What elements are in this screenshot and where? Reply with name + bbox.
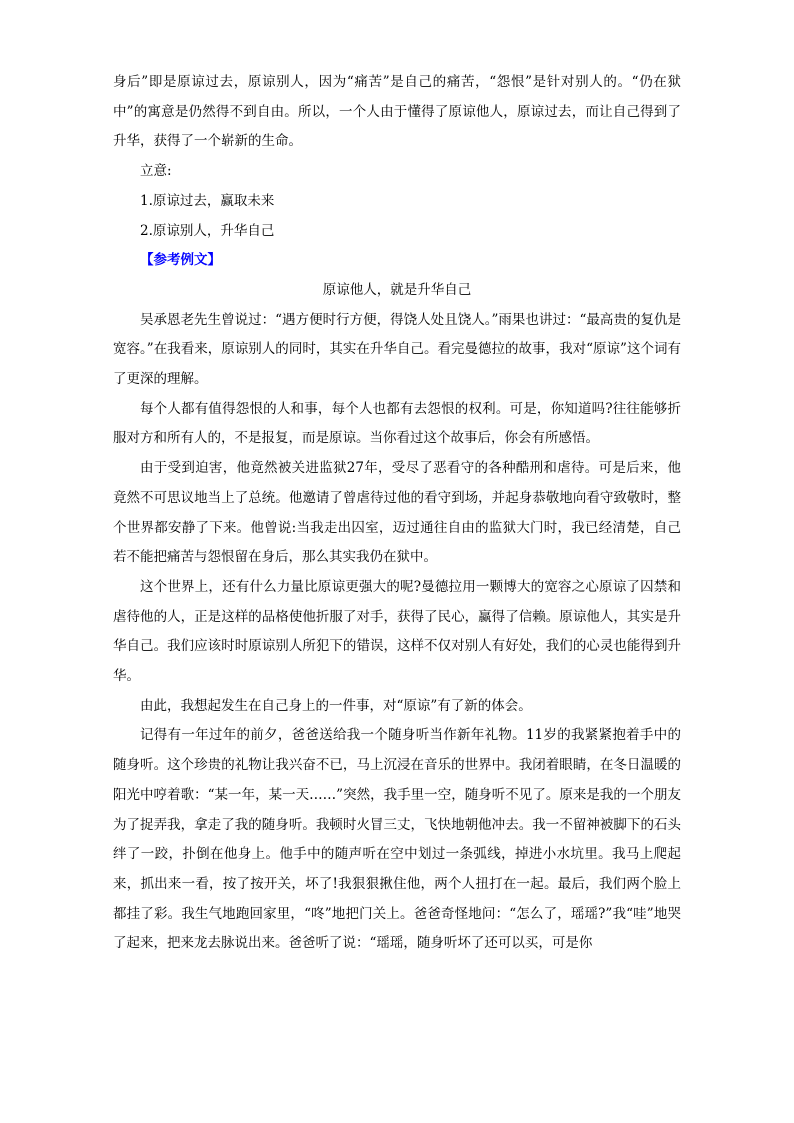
essay-paragraph-2: 每个人都有值得怨恨的人和事，每个人也都有去怨恨的权利。可是，你知道吗?往往能够折服对方和所有人的，不是报复，而是原谅。当你看过这个故事后，你会有所感悟。 [113,400,681,447]
intro-paragraph: 身后”即是原谅过去，原谅别人，因为“痛苦”是自己的痛苦，“怨恨”是针对别人的。“仍在狱中”的寓意是仍然得不到自由。所以，一个人由于懂得了原谅他人，原谅过去，而让自己得到了升华，获得了一个崭新的生命。 [113,74,681,150]
essay-paragraph-3: 由于受到迫害，他竟然被关进监狱27年，受尽了恶看守的各种酷刑和虐待。可是后来，他竟然不可思议地当上了总统。他邀请了曾虐待过他的看守到场，并起身恭敬地向看守致敬时，整个世界都安静了下来。他曾说:当我走出囚室，迈过通往自由的监狱大门时，我已经清楚，自己若不能把痛苦与怨恨留在身后，那么其实我仍在狱中。 [113,460,681,566]
liyi-label: 立意: [140,163,172,180]
point-1: 1.原谅过去，赢取未来 [140,192,275,209]
essay-title: 原谅他人，就是升华自己 [322,281,472,298]
essay-paragraph-5: 由此，我想起发生在自己身上的一件事，对“原谅”有了新的体会。 [140,697,532,714]
point-2: 2.原谅别人，升华自己 [140,222,275,239]
reference-heading: 【参考例文】 [140,252,221,269]
essay-paragraph-1: 吴承恩老先生曾说过：“遇方便时行方便，得饶人处且饶人。”雨果也讲过：“最高贵的复仇是宽容。”在我看来，原谅别人的同时，其实在升华自己。看完曼德拉的故事，我对“原谅”这个词有了更深的理解。 [113,311,681,388]
essay-paragraph-6: 记得有一年过年的前夕，爸爸送给我一个随身听当作新年礼物。11岁的我紧紧抱着手中的随身听。这个珍贵的礼物让我兴奋不已，马上沉浸在音乐的世界中。我闭着眼睛，在冬日温暖的阳光中哼着歌：“某一年，某一天……”突然，我手里一空，随身听不见了。原来是我的一个朋友为了捉弄我，拿走了我的随身听。我顿时火冒三丈，飞快地朝他冲去。我一不留神被脚下的石头绊了一跤，扑倒在他身上。他手中的随声听在空中划过一条弧线，掉进小水坑里。我马上爬起来，抓出来一看，按了按开关，坏了!我狠狠揪住他，两个人扭打在一起。最后，我们两个脸上都挂了彩。我生气地跑回家里，“咚”地把门关上。爸爸奇怪地问：“怎么了，瑶瑶?”我“哇”地哭了起来，把来龙去脉说出来。爸爸听了说：“瑶瑶，随身听坏了还可以买，可是你 [113,727,681,952]
essay-paragraph-4: 这个世界上，还有什么力量比原谅更强大的呢?曼德拉用一颗博大的宽容之心原谅了囚禁和虐待他的人，正是这样的品格使他折服了对手，获得了民心，赢得了信赖。原谅他人，其实是升华自己。我们应该时时原谅别人所犯下的错误，这样不仅对别人有好处，我们的心灵也能得到升华。 [113,578,681,685]
document-page [113,68,681,959]
